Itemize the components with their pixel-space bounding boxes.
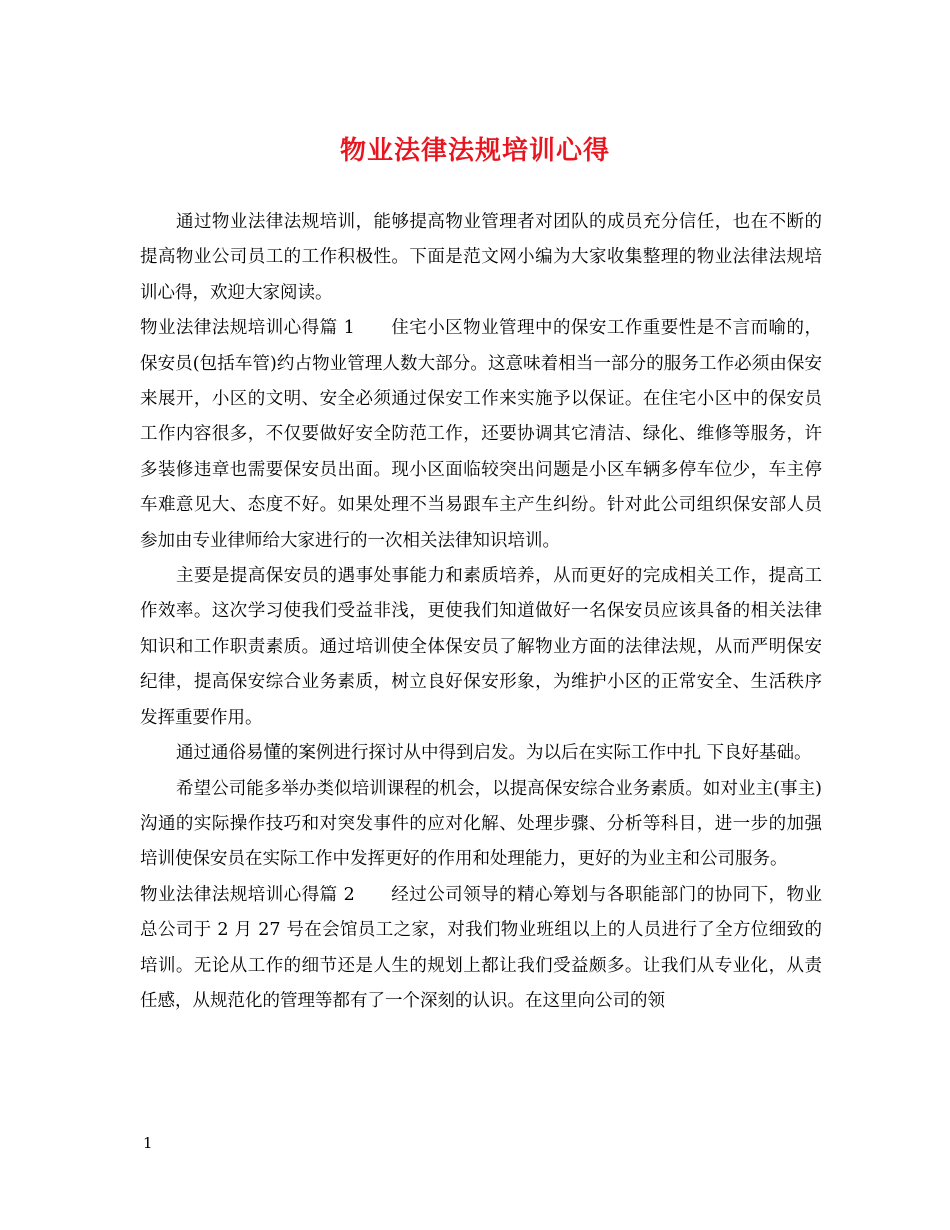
paragraph-2: 主要是提高保安员的遇事处事能力和素质培养，从而更好的完成相关工作，提高工作效率。这次学习使我们受益非浅，更使我们知道做好一名保安员应该具备的相关法律知识和工作职责素质。通过培训使全体保安员了解物业方面的法律法规，从而严明保安纪律，提高保安综合业务素质，树立良好保安形象，为维护小区的正常安全、生活秩序发挥重要作用。 (140, 566, 822, 728)
section-1-heading: 物业法律法规培训心得篇 1 (140, 318, 355, 339)
section-2-text: 经过公司领导的精心筹划与各职能部门的协同下，物业总公司于 2 月 27 号在会馆员工之家，对我们物业班组以上的人员进行了全方位细致的培训。无论从工作的细节还是人生的规划上都让我们受益颇多。让我们从专业化，从责任感，从规范化的管理等都有了一个深刻的认识。在这里向公司的领 (140, 884, 822, 1011)
section-2-heading: 物业法律法规培训心得篇 2 (140, 884, 355, 905)
document-body (140, 205, 822, 1019)
document-title: 物业法律法规培训心得 (339, 136, 610, 166)
paragraph-3: 通过通俗易懂的案例进行探讨从中得到启发。为以后在实际工作中扎 下良好基础。 (176, 743, 812, 764)
intro-paragraph: 通过物业法律法规培训，能够提高物业管理者对团队的成员充分信任，也在不断的提高物业公司员工的工作积极性。下面是范文网小编为大家收集整理的物业法律法规培训心得，欢迎大家阅读。 (140, 212, 822, 303)
page-number: 1 (143, 1134, 153, 1152)
section-1 (140, 311, 822, 559)
section-1-text: 住宅小区物业管理中的保安工作重要性是不言而喻的，保安员(包括车管)约占物业管理人数大部分。这意味着相当一部分的服务工作必须由保安来展开，小区的文明、安全必须通过保安工作来实施予以保证。在住宅小区中的保安员工作内容很多，不仅要做好安全防范工作，还要协调其它清洁、绿化、维修等服务，许多装修违章也需要保安员出面。现小区面临较突出问题是小区车辆多停车位少，车主停车难意见大、态度不好。如果处理不当易跟车主产生纠纷。针对此公司组织保安部人员参加由专业律师给大家进行的一次相关法律知识培训。 (140, 318, 822, 551)
section-2 (140, 878, 822, 1020)
paragraph-4: 希望公司能多举办类似培训课程的机会，以提高保安综合业务素质。如对业主(事主)沟通的实际操作技巧和对突发事件的应对化解、处理步骤、分析等科目，进一步的加强培训使保安员在实际工作中发挥更好的作用和处理能力，更好的为业主和公司服务。 (140, 778, 822, 870)
